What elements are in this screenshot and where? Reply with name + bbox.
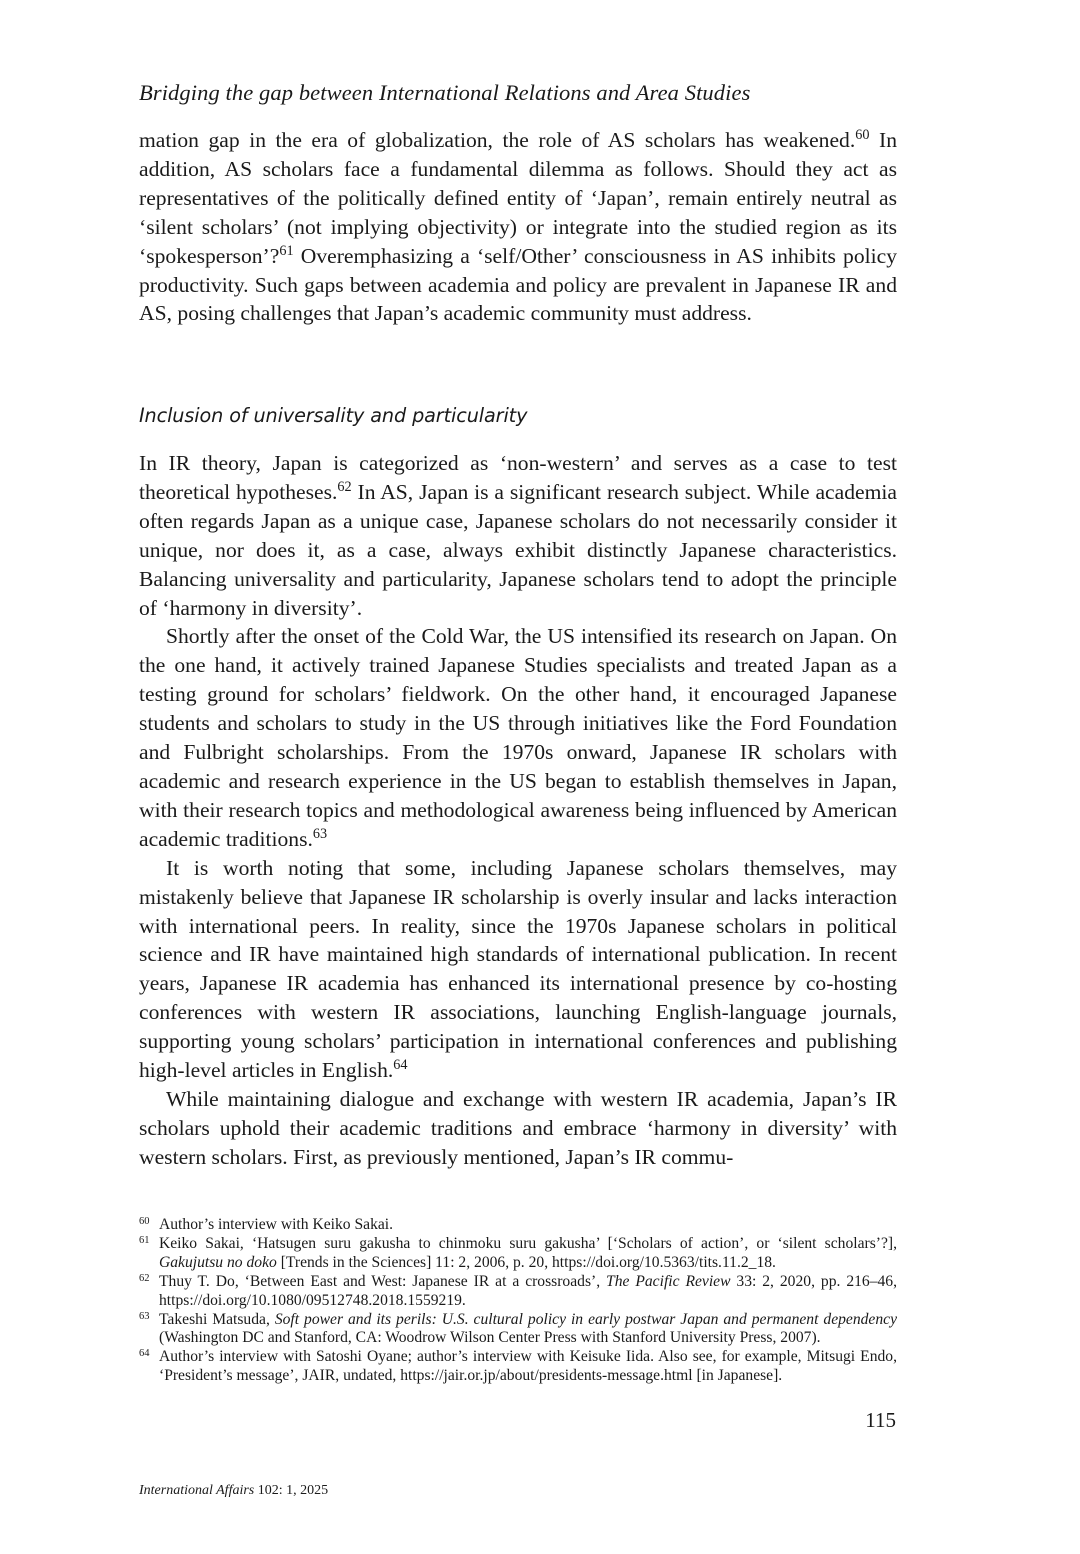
- section-heading: Inclusion of universality and particularity: [139, 404, 528, 427]
- paragraph: While maintaining dialogue and exchange with western IR academia, Japan’s IR scholars uphold their academic traditions and embrace ‘harmony in diversity’ with western scholars. First, as previously mentioned, Japan’s IR commu-: [139, 1086, 897, 1169]
- footnote-link[interactable]: Author’s interview with Satoshi Oyane; author’s interview with Keisuke Iida. Also see, for example, Mitsugi Endo, ‘President’s message’, JAIR, undated, https://jair.or.jp/about/presidents-message.html [in Japanese].: [159, 1348, 897, 1385]
- footnote-63: 63 Takeshi Matsuda, Soft power and its perils: U.S. cultural policy in early postwar Japan and permanent dependency (Washington DC and Stanford, CA: Woodrow Wilson Center Press with Stanford University Press, 2007).: [139, 1310, 897, 1347]
- paragraph: Shortly after the onset of the Cold War, the US intensified its research on Japan. On the one hand, it actively trained Japanese Studies specialists and treated Japan as a testing ground for scholars’ fieldwork. On the other hand, it encouraged Japanese students and scholars to study in the US through initiatives like the Ford Foundation and Fulbright scholarships. From the 1970s onward, Japanese IR scholars with academic and research experience in the US began to establish themselves in Japan, with their research topics and methodological awareness being influenced by American academic traditions.$^{63}$: [139, 624, 897, 851]
- paragraph: mation gap in the era of globalization, the role of AS scholars has weakened.$^{60}$ In addition, AS scholars face a fundamental dilemma as follows. Should they act as representatives of the politically defined entity of ‘Japan’, remain entirely neutral as ‘silent scholars’ (not implying objectivity) or integrate into the studied region as its ‘spokesperson’?$^{61}$ Overemphasizing a ‘self/Other’ consciousness in AS inhibits policy productivity. Such gaps between academia and policy are prevalent in Japanese IR and AS, posing challenges that Japan’s academic community must address.: [139, 127, 897, 326]
- journal-citation: International Affairs 102: 1, 2025: [139, 1483, 329, 1498]
- footnote-ref-61[interactable]: 61: [279, 242, 294, 259]
- footnote-number: 64: [139, 1348, 150, 1360]
- paragraph: In IR theory, Japan is categorized as ‘non-western’ and serves as a case to test theoretical hypotheses.$^{62}$ In AS, Japan is a significant research subject. While academia often regards Japan as a unique case, Japanese scholars do not necessarily consider it unique, nor does it, as a case, always exhibit distinctly Japanese characteristics. Balancing universality and particularity, Japanese scholars tend to adopt the principle of ‘harmony in diversity’.: [139, 451, 897, 620]
- footnote-ref-60[interactable]: 60: [855, 127, 870, 144]
- footnote-62: 62 Thuy T. Do, ‘Between East and West: Japanese IR at a crossroads’, The Pacific Review 33: 2, 2020, pp. 216–46, https://doi.org/10.1080/09512748.2018.1559219.: [139, 1272, 897, 1309]
- footnote-number: 62: [139, 1272, 150, 1284]
- footnotes: [139, 1216, 897, 1386]
- body-section-1: [139, 126, 897, 328]
- footnote-61: 61 Keiko Sakai, ‘Hatsugen suru gakusha to chinmoku suru gakusha’ [‘Scholars of action’, or ‘silent scholars’?], Gakujutsu no doko [Trends in the Sciences] 11: 2, 2006, p. 20, https://doi.org/10.5363/tits.11.2_18.: [139, 1234, 897, 1271]
- footnote-64: [139, 1348, 897, 1386]
- body-section-2: [139, 449, 897, 1172]
- footnote-60: 60 Author’s interview with Keiko Sakai.: [139, 1216, 394, 1233]
- paragraph: It is worth noting that some, including Japanese scholars themselves, may mistakenly believe that Japanese IR scholarship is overly insular and lacks interaction with international peers. In reality, since the 1970s Japanese scholars in political science and IR have maintained high standards of international publication. In recent years, Japanese IR academia has enhanced its international presence by co-hosting conferences with western IR associations, launching English-language journals, supporting young scholars’ participation in international conferences and publishing high-level articles in English.$^{64}$: [139, 855, 897, 1083]
- page-number: 115: [865, 1408, 896, 1432]
- footnote-ref-63[interactable]: 63: [312, 825, 328, 842]
- footnote-ref-64[interactable]: 64: [393, 1057, 408, 1074]
- footnote-ref-62[interactable]: 62: [337, 479, 352, 496]
- footnote-number: 63: [139, 1310, 150, 1322]
- footnote-link[interactable]: [Trends in the Sciences] 11: 2, 2006, p. 20, https://doi.org/10.5363/tits.11.2_18.: [276, 1253, 776, 1271]
- footnote-number: 60: [139, 1216, 150, 1227]
- footnote-link[interactable]: 33: 2, 2020, pp. 216–46, https://doi.org/10.1080/09512748.2018.1559219.: [159, 1272, 897, 1309]
- running-head-title: Bridging the gap between International Relations and Area Studies: [139, 80, 751, 105]
- footnote-number: 61: [139, 1234, 150, 1246]
